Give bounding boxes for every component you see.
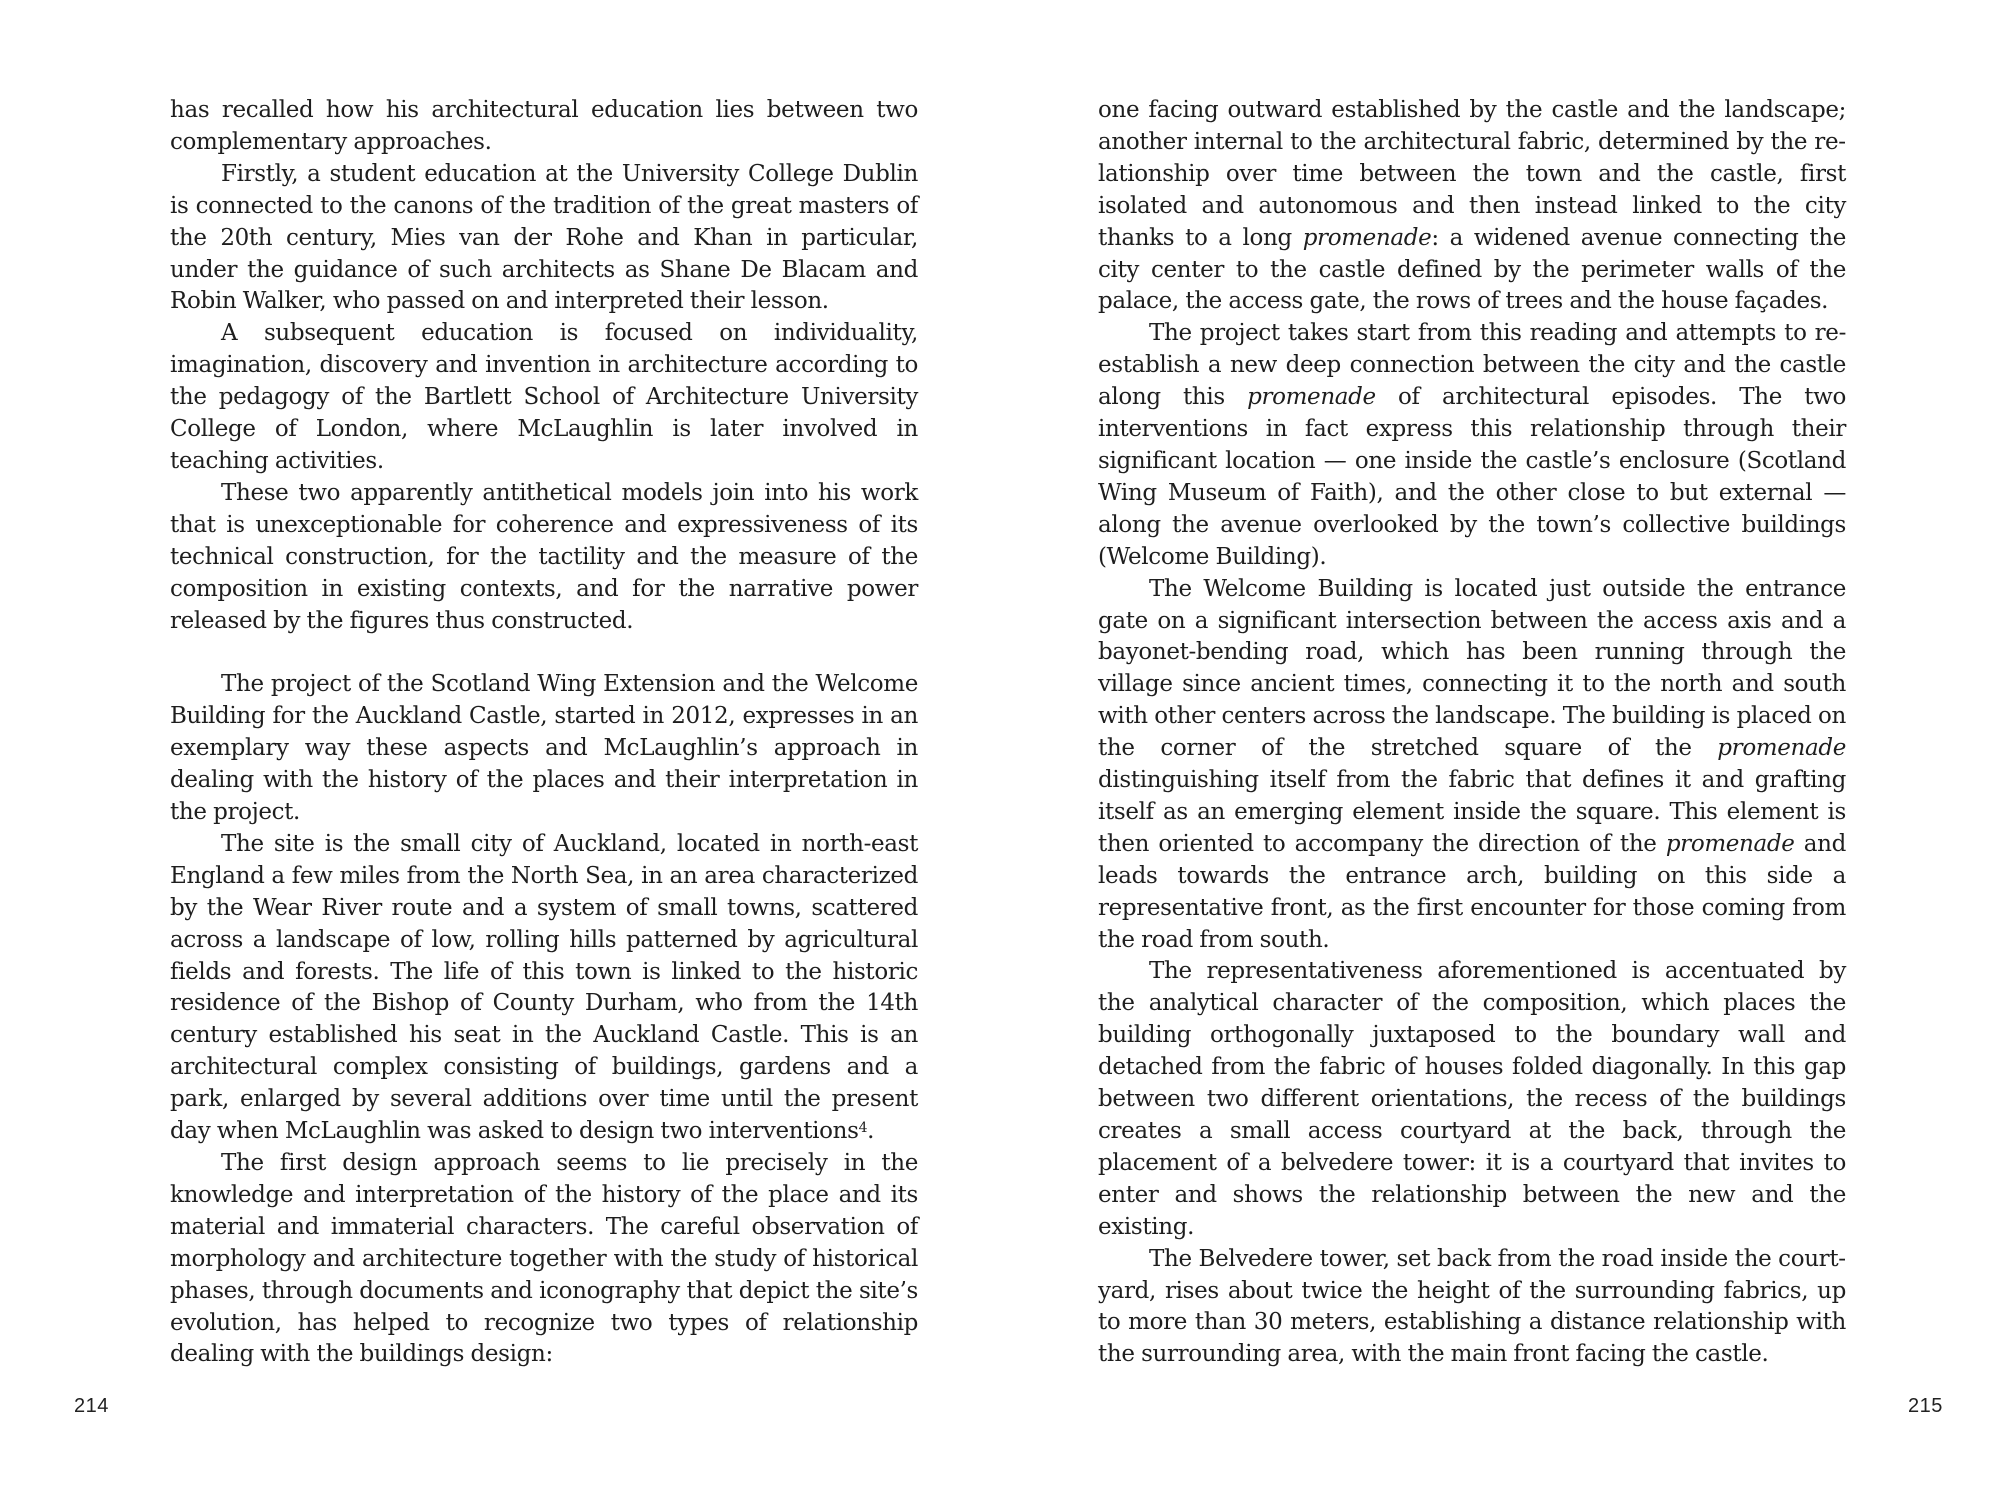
paragraph: The first design approach seems to lie precisely in the knowledge and interpretation of the history of the place and its material and immaterial characters. The careful observation of morphology and architecture together with the study of historical phases, through documents and iconography that depict the site’s evolution, has helped to recognize two types of relationship dealing with the buildings design: bbox=[170, 1150, 918, 1368]
paragraph bbox=[1098, 318, 1846, 573]
italic-term: promenade bbox=[1665, 830, 1795, 857]
italic-term: promenade bbox=[1247, 384, 1376, 411]
text-run: one facing outward established by the castle and the landscape; another internal to the architectural fabric, determined by the relationship over time between the town and the castle, first isolated and autonomous and then instead linked to the city thanks to a long bbox=[1098, 97, 1846, 251]
paragraph bbox=[1098, 574, 1846, 957]
text-run: and leads towards the entrance arch, building on this side a representative front, as the first encounter for those coming from the road from south. bbox=[1098, 830, 1846, 953]
paragraph: The project of the Scotland Wing Extension and the Welcome Building for the Auckland Castle, started in 2012, expresses in an exemplary way these aspects and McLaughlin’s approach in dealing with the history of the places and their interpretation in the project. bbox=[170, 671, 918, 826]
paragraph: Firstly, a student education at the University College Dublin is connected to the canons of the tradition of the great masters of the 20th century, Mies van der Rohe and Khan in particular, under the guidance of such architects as Shane De Blacam and Robin Walker, who passed on and interpreted their lesson. bbox=[170, 160, 918, 315]
italic-term: promenade bbox=[1302, 224, 1432, 251]
paragraph: has recalled how his architectural education lies between two complementary approaches. bbox=[170, 97, 918, 155]
text-run: : a widened avenue connecting the city center to the castle defined by the perimeter walls of the palace, the access gate, the rows of trees and the house façades. bbox=[1098, 224, 1846, 315]
paragraph: These two apparently antithetical models join into his work that is unexceptionable for coherence and expressiveness of its technical construction, for the tactility and the measure of the composition in existing contexts, and for the narrative power released by the figures thus constructed. bbox=[170, 479, 918, 634]
text-run: distinguishing itself from the fabric that defines it and grafting itself as an emerging element inside the square. This element is then oriented to accompany the direction of the bbox=[1098, 767, 1846, 857]
text-run: The project takes start from this reading and attempts to re-establish a new deep connection between the city and the castle along this bbox=[1098, 320, 1846, 411]
paragraph: The site is the small city of Auckland, located in north-east England a few miles from the North Sea, in an area characterized by the Wear River route and a system of small towns, scattered across a landscape of low, rolling hills patterned by agricultural fields and forests. The life of this town is linked to the historic residence of the Bishop of County Durham, who from the 14th century established his seat in the Auckland Castle. This is an architectural complex consisting of buildings, gardens and a park, enlarged by several additions over time until the present day when McLaughlin was asked to design two interventions$^4$. bbox=[170, 830, 918, 1145]
right-page bbox=[1000, 0, 2000, 1485]
page-number: 215 bbox=[1908, 1395, 1943, 1417]
right-text-column bbox=[1098, 95, 1846, 1371]
paragraph: A subsequent education is focused on individuality, imagination, discovery and invention in architecture according to the pedagogy of the Bartlett School of Architecture University College of London, where McLaughlin is later involved in teaching activities. bbox=[170, 320, 918, 474]
paragraph bbox=[1098, 95, 1846, 318]
paragraph: The Belvedere tower, set back from the road inside the courtyard, rises about twice the height of the surrounding fabrics, up to more than 30 meters, establishing a distance relationship with the surrounding area, with the main front facing the castle. bbox=[1098, 1245, 1846, 1368]
section-break bbox=[170, 637, 918, 669]
text-run: of architectural episodes. The two interventions in fact express this relationship through their significant location — one inside the castle’s enclosure (Scotland Wing Museum of Faith), and the other close to but external — along the avenue overlooked by the town’s collective buildings (Welcome Building). bbox=[1098, 384, 1846, 570]
text-run: The Welcome Building is located just outside the entrance gate on a significant intersection between the access axis and a bayonet-bending road, which has been running through the village since ancient times, connecting it to the north and south with other centers across the landscape. The building is placed on the corner of the stretched square of the bbox=[1098, 575, 1846, 762]
italic-term: promenade bbox=[1717, 735, 1846, 762]
footnote-reference: 4 bbox=[858, 1120, 868, 1137]
page-number: 214 bbox=[74, 1395, 109, 1417]
left-text-column bbox=[170, 95, 918, 1371]
paragraph-text: The site is the small city of Auckland, located in north-east England a few miles from the North Sea, in an area characterized by the Wear River route and a system of small towns, scattered across a landscape of low, rolling hills patterned by agricultural fields and forests. The life of this town is linked to the historic residence of the Bishop of County Durham, who from the 14th century established his seat in the Auckland Castle. This is an architectural complex consisting of buildings, gardens and a park, enlarged by several additions over time until the present day when McLaughlin was asked to design two interventions bbox=[170, 830, 918, 1145]
paragraph: The representativeness aforementioned is accentuated by the analytical character of the composition, which places the building orthogonally juxtaposed to the boundary wall and detached from the fabric of houses folded diagonally. In this gap between two different orientations, the recess of the buildings creates a small access courtyard at the back, through the placement of a belvedere tower: it is a courtyard that invites to enter and shows the relationship between the new and the existing. bbox=[1098, 958, 1846, 1240]
